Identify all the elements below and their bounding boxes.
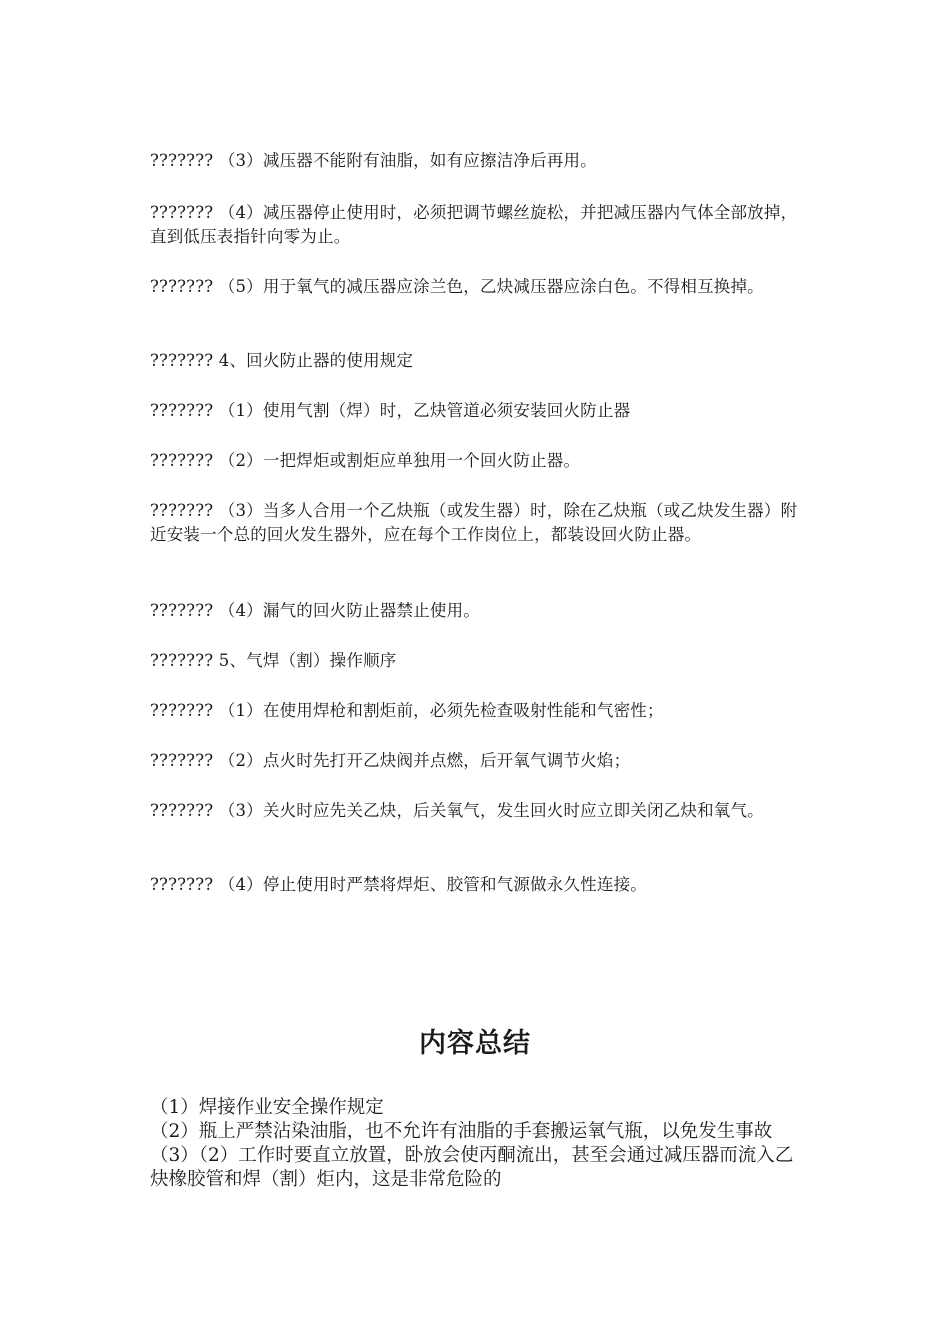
paragraph-arrestor-rule-3: ??????? （3）当多人合用一个乙炔瓶（或发生器）时，除在乙炔瓶（或乙炔发生器）附近安装一个总的回火发生器外，应在每个工作岗位上，都装设回火防止器。 — [150, 501, 798, 544]
paragraph-reducer-stop: ??????? （4）减压器停止使用时，必须把调节螺丝旋松，并把减压器内气体全部放掉，直到低压表指针向零为止。 — [150, 203, 798, 246]
paragraph-reducer-oil: ??????? （3）减压器不能附有油脂，如有应擦洁净后再用。 — [150, 151, 597, 170]
summary-item: （3）（2）工作时要直立放置，卧放会使丙酮流出，甚至会通过减压器而流入乙炔橡胶管和焊（割）炬内，这是非常危险的 — [150, 1145, 794, 1190]
paragraph-arrestor-rule-1: ??????? （1）使用气割（焊）时，乙炔管道必须安装回火防止器 — [150, 401, 631, 420]
section-heading-operation-order: ??????? 5、气焊（割）操作顺序 — [150, 651, 397, 670]
paragraph-arrestor-rule-2: ??????? （2）一把焊炬或割炬应单独用一个回火防止器。 — [150, 451, 581, 470]
summary-title: 内容总结 — [419, 1028, 531, 1059]
paragraph-operation-2: ??????? （2）点火时先打开乙炔阀并点燃，后开氧气调节火焰； — [150, 751, 631, 770]
section-heading-flashback-arrestor: ??????? 4、回火防止器的使用规定 — [150, 351, 414, 370]
summary-item: （2）瓶上严禁沾染油脂，也不允许有油脂的手套搬运氧气瓶，以免发生事故 — [150, 1121, 773, 1142]
summary-list — [150, 1096, 810, 1192]
paragraph-arrestor-rule-4: ??????? （4）漏气的回火防止器禁止使用。 — [150, 601, 480, 620]
paragraph-operation-3: ??????? （3）关火时应先关乙炔，后关氧气，发生回火时应立即关闭乙炔和氧气。 — [150, 801, 764, 820]
paragraph-operation-1: ??????? （1）在使用焊枪和割炬前，必须先检查吸射性能和气密性； — [150, 701, 664, 720]
summary-item: （1）焊接作业安全操作规定 — [150, 1097, 384, 1118]
paragraph-operation-4: ??????? （4）停止使用时严禁将焊炬、胶管和气源做永久性连接。 — [150, 875, 647, 894]
paragraph-reducer-color: ??????? （5）用于氧气的减压器应涂兰色，乙炔减压器应涂白色。不得相互换掉。 — [150, 277, 764, 296]
